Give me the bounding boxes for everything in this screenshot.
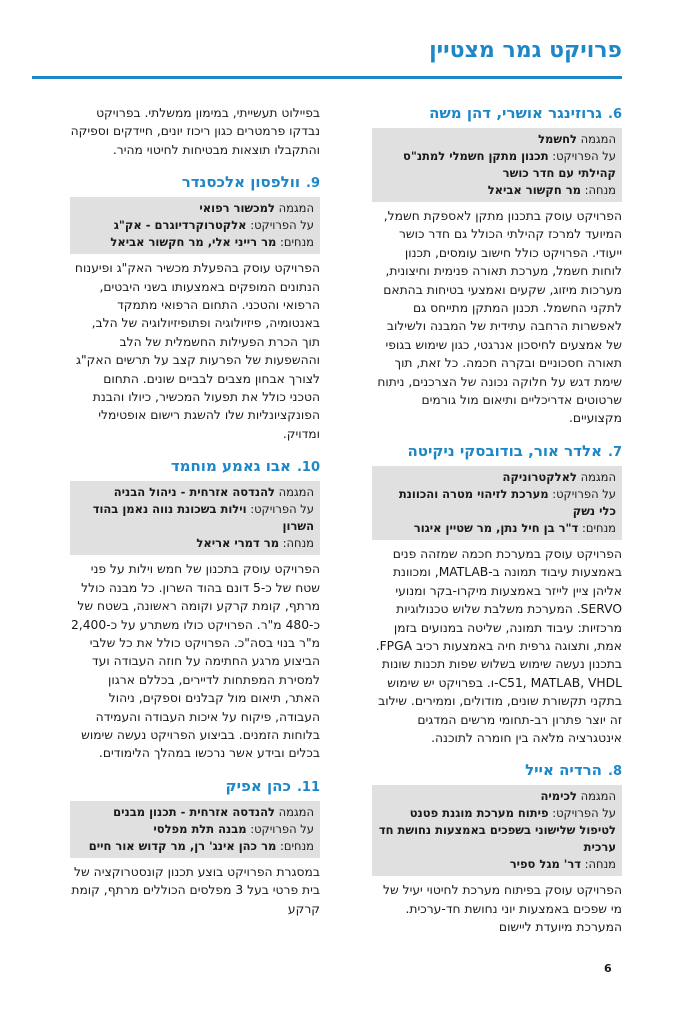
track-value: לאלקטרוניקה <box>502 469 577 484</box>
track-value: להנדסה אזרחית - תכנון מבנים <box>113 804 275 819</box>
mentor-value: ד"ר בן חיל נתן, מר שטיין איגור <box>413 520 579 535</box>
mentor-label: מנחים: <box>279 235 314 250</box>
mentor-label: מנחה: <box>282 536 314 551</box>
project-name: כהן אפיק <box>225 776 291 795</box>
mentor-value: מר חקשור אביאל <box>487 183 582 197</box>
track-value: להנדסה אזרחית - ניהול הבניה <box>113 485 275 500</box>
track-value: למכשור רפואי <box>199 201 275 216</box>
project-number: 7. <box>608 444 622 460</box>
project-meta <box>70 481 320 555</box>
topic-label: על הפרויקט: <box>250 218 314 233</box>
mentor-value: מר רייני אלי, מר חקשור אביאל <box>110 235 277 250</box>
project-9 <box>70 173 320 443</box>
topic-label: על הפרויקט: <box>250 502 314 517</box>
track-label: המגמה <box>278 804 314 819</box>
project-11 <box>70 777 320 918</box>
mentor-value: דר' מגל ספיר <box>509 857 582 872</box>
project-description: הפרויקט עוסק בתכנון של חמש וילות על פני שטח של כ-5 דונם בהוד השרון. כל מבנה כולל מרתף, קומת קרקע וקומה ראשונה, בשטח של כ-480 מ"ר. הפרויקט כולו משתרע על כ-2,400 מ"ר בנוי בסה"כ. הפרויקט כולל את כל שלבי הביצוע מרגע החתימה על חוזה העבודה ועד למסירת המפתחות לדיירים, בכללם ארגון האתר, תיאום מול קבלנים וספקים, ניהול העבודה, פיקוח על איכות העבודה והעמידה בלוחות הזמנים. בביצוע הפרויקט נעשה שימוש בכלים ובידע אשר נרכשו במהלך הלימודים. <box>70 562 320 761</box>
project-number: 8. <box>608 764 622 780</box>
project-title <box>70 173 320 191</box>
page-header <box>32 32 622 79</box>
track-value: לחשמל <box>538 132 577 146</box>
topic-label: על הפרויקט: <box>552 149 616 163</box>
project-7 <box>372 442 622 747</box>
project-title <box>372 761 622 779</box>
project-number: 9. <box>306 176 320 192</box>
topic-value: מערכת לזיהוי מטרה והכוונת כלי נשק <box>398 486 616 518</box>
project-10 <box>70 457 320 762</box>
project-8 <box>372 761 622 936</box>
topic-value: אלקטרוקרדיוגרם - אק"ג <box>113 218 247 233</box>
page-title: פרויקט גמר מצטיין <box>429 38 622 63</box>
project-6 <box>372 104 622 428</box>
mentor-value: מר דמרי אריאל <box>196 536 280 551</box>
topic-value: וילות בשכונת נווה נאמן בהוד השרון <box>92 502 314 534</box>
topic-value: פיתוח מערכת מוגנת פטנט לטיפול שלישוני בשפכים באמצעות נחושת חד ערכית <box>378 806 616 855</box>
project-number: 6. <box>608 107 622 122</box>
project-title <box>70 457 320 475</box>
project-name: אלדר אור, בודובסקי ניקיטה <box>407 441 602 460</box>
mentor-label: מנחים: <box>279 838 314 853</box>
mentor-label: מנחים: <box>581 520 616 535</box>
track-value: לכימיה <box>540 789 577 804</box>
topic-label: על הפרויקט: <box>552 486 616 501</box>
continued-text: בפיילוט תעשייתי, במימון ממשלתי. בפרויקט נבדקו פרמטרים כגון ריכוז יונים, חיידקים וספיקה והתקבלו תוצאות מבטיחות לחיטוי מהיר. <box>70 106 320 157</box>
mentor-label: מנחה: <box>584 857 616 872</box>
project-name: גרוזינגר אושרי, דהן משה <box>429 104 602 122</box>
track-label: המגמה <box>580 469 616 484</box>
project-meta <box>372 128 622 202</box>
mentor-value: מר כהן אינג' רן, מר קדוש אור חיים <box>88 838 277 853</box>
track-label: המגמה <box>580 789 616 804</box>
project-number: 10. <box>296 460 320 476</box>
project-description: הפרויקט עוסק בהפעלת מכשיר האק"ג ופיענוח הנתונים המופקים באמצעותו בשני היבטים, הרפואי והטכני. התחום הרפואי מתמקד באנטומיה, פיזיולוגיה ופתופיזיולוגיה של הלב, תוך הכרת הפעילות החשמלית של הלב וההשפעות של הפרעות קצב על תרשים האק"ג לצורך אבחון מצבים לבביים שונים. התחום הטכני כולל את תפעול המכשיר, כיולו והבנת הפונקציונליות שלו להשגת רישום אופטימלי ומדויק. <box>74 261 320 441</box>
project-meta <box>372 785 622 876</box>
project-name: וולפסון אלכסנדר <box>181 173 300 192</box>
project-title <box>372 442 622 460</box>
topic-value: מבנה תלת מפלסי <box>153 821 247 836</box>
topic-label: על הפרויקט: <box>552 806 616 821</box>
project-meta <box>70 801 320 858</box>
column-left <box>70 98 320 932</box>
project-meta <box>70 197 320 254</box>
project-meta <box>372 466 622 540</box>
topic-label: על הפרויקט: <box>250 821 314 836</box>
track-label: המגמה <box>278 485 314 500</box>
column-right <box>372 98 622 951</box>
project-name: הרדיה אייל <box>525 761 602 780</box>
track-label: המגמה <box>580 132 616 146</box>
project-description: הפרויקט עוסק במערכת חכמה שמזהה פנים באמצעות עיבוד תמונה ב-MATLAB, ומכוונת אליהן ציין לייזר באמצעות מיקרו-בקר ומנועי SERVO. המערכת משלבת שלוש טכנולוגיות מרכזיות: עיבוד תמונה, שליטה במנועים בזמן אמת, ותצוגה גרפית חיה באמצעות רכיב FPGA. בתכנון נעשה שימוש בשלוש שפות תכנות שונות C51, MATLAB, VHDL-ו. בפרויקט יש שימוש בתקני תקשורת שונים, מודולים, וממירים. שילוב זה יוצר פתרון רב-תחומי מרשים המדגים אינטגרציה מלאה בין חומרה לתוכנה. <box>375 546 622 745</box>
track-label: המגמה <box>278 201 314 216</box>
project-number: 11. <box>296 779 320 795</box>
mentor-label: מנחה: <box>584 183 616 197</box>
topic-value: תכנון מתקן חשמלי למתנ"ס קהילתי עם חדר כושר <box>403 149 616 180</box>
project-description: הפרויקט עוסק בפיתוח מערכת לחיטוי יעיל של מי שפכים באמצעות יוני נחושת חד-ערכית. המערכת מיועדת ליישום <box>383 883 622 935</box>
project-title <box>70 777 320 795</box>
page-number: 6 <box>604 962 612 975</box>
project-name: אבו גאמע מוחמד <box>170 457 291 476</box>
project-description: במסגרת הפרויקט בוצע תכנון קונסטרוקציה של בית פרטי בעל 3 מפלסים הכוללים מרתף, קומת קרקע <box>71 864 320 916</box>
project-title <box>372 104 622 122</box>
project-description: הפרויקט עוסק בתכנון מתקן לאספקת חשמל, המיועד למרכז קהילתי הכולל גם חדר כושר ייעודי. הפרויקט כולל חישוב עומסים, תכנון לוחות חשמל, מערכת תאורה פנימית וחיצונית, מערכות מיזוג, שקעים ואמצעי בטיחות בהתאם לתקני החשמל. תכנון המתקן מתייחס גם לאפשרות הרחבה עתידית של המבנה ולשילוב של אמצעים לחיסכון אנרגטי, כגון שימוש בגופי תאורה חסכוניים ובקרה חכמה. כל זאת, תוך שימת דגש על חלוקה נכונה של הצרכנים, ניתוח שרטוטים אדריכליים ותיאום מול גורמים מקצועיים. <box>377 209 622 426</box>
